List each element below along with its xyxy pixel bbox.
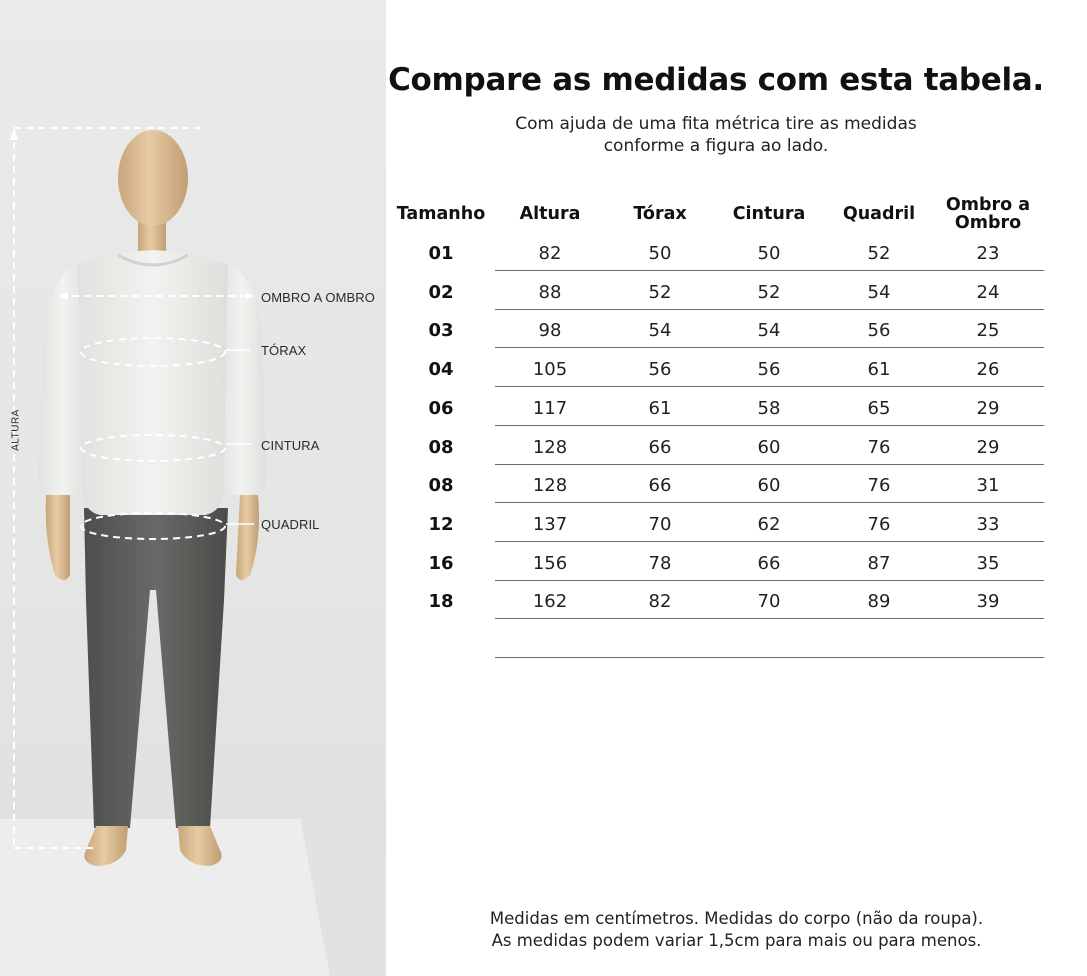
table-cell: 78 — [648, 552, 672, 574]
table-cell: 156 — [532, 552, 568, 574]
table-cell: 60 — [757, 436, 781, 458]
sweater — [78, 250, 228, 515]
header-ombro-a-ombro — [943, 196, 1033, 232]
footer-line: Medidas em centímetros. Medidas do corpo (não da roupa). — [489, 909, 984, 928]
subtitle-line: Com ajuda de uma fita métrica tire as medidas — [515, 114, 917, 134]
table-cell: 56 — [867, 320, 891, 342]
table-cell: 60 — [757, 475, 781, 497]
table-cell: 66 — [757, 552, 781, 574]
table-cell: 88 — [538, 281, 562, 303]
row-divider — [495, 270, 1044, 271]
row-divider — [495, 464, 1044, 465]
table-cell: 98 — [538, 320, 562, 342]
table-cell: 105 — [532, 359, 568, 381]
header-cintura: Cintura — [732, 204, 806, 224]
row-divider — [495, 309, 1044, 310]
size-cell: 12 — [428, 513, 454, 535]
table-cell: 62 — [757, 513, 781, 535]
table-cell: 76 — [867, 513, 891, 535]
pants — [84, 508, 228, 828]
table-cell: 56 — [648, 359, 672, 381]
row-divider — [495, 657, 1044, 658]
table-cell: 70 — [757, 591, 781, 613]
footer-line: As medidas podem variar 1,5cm para mais ou para menos. — [491, 931, 982, 950]
row-divider — [495, 386, 1044, 387]
table-cell: 39 — [976, 591, 1000, 613]
label-cintura: CINTURA — [261, 438, 320, 453]
table-cell: 128 — [532, 475, 568, 497]
row-divider — [495, 347, 1044, 348]
row-divider — [495, 618, 1044, 619]
table-cell: 24 — [976, 281, 1000, 303]
subtitle — [386, 113, 1046, 157]
subtitle-line: conforme a figura ao lado. — [603, 136, 829, 156]
header-quadril: Quadril — [842, 204, 916, 224]
mannequin-illustration — [0, 0, 386, 976]
table-cell: 33 — [976, 513, 1000, 535]
mannequin-figure — [0, 0, 386, 976]
table-cell: 76 — [867, 475, 891, 497]
row-divider — [495, 425, 1044, 426]
table-cell: 54 — [648, 320, 672, 342]
footer-note — [386, 908, 1087, 952]
table-cell: 76 — [867, 436, 891, 458]
header-torax: Tórax — [633, 204, 687, 224]
row-divider — [495, 502, 1044, 503]
label-torax: TÓRAX — [261, 343, 307, 358]
table-cell: 65 — [867, 397, 891, 419]
table-cell: 89 — [867, 591, 891, 613]
header-ombro-line: Ombro — [954, 213, 1022, 233]
size-cell: 02 — [428, 281, 454, 303]
table-cell: 23 — [976, 243, 1000, 264]
table-cell: 70 — [648, 513, 672, 535]
table-cell: 128 — [532, 436, 568, 458]
header-altura: Altura — [519, 204, 581, 224]
header-ombro-line: Ombro a — [945, 195, 1031, 215]
size-cell: 18 — [428, 591, 454, 613]
table-cell: 54 — [757, 320, 781, 342]
page-title: Compare as medidas com esta tabela. — [388, 62, 1044, 98]
size-cell: 03 — [428, 320, 454, 342]
table-cell: 61 — [648, 397, 672, 419]
table-cell: 26 — [976, 359, 1000, 381]
table-cell: 137 — [532, 513, 568, 535]
table-cell: 29 — [976, 397, 1000, 419]
table-cell: 56 — [757, 359, 781, 381]
label-quadril: QUADRIL — [261, 517, 320, 532]
table-cell: 162 — [532, 591, 568, 613]
size-cell: 08 — [428, 436, 454, 458]
label-altura: ALTURA — [10, 409, 22, 451]
header-tamanho: Tamanho — [396, 204, 486, 224]
table-cell: 50 — [648, 243, 672, 264]
size-cell: 04 — [428, 359, 454, 381]
table-cell: 52 — [648, 281, 672, 303]
table-cell: 31 — [976, 475, 1000, 497]
table-cell: 82 — [538, 243, 562, 264]
table-cell: 25 — [976, 320, 1000, 342]
table-cell: 61 — [867, 359, 891, 381]
table-cell: 117 — [532, 397, 568, 419]
table-cell: 52 — [757, 281, 781, 303]
size-cell: 08 — [428, 475, 454, 497]
table-cell: 66 — [648, 436, 672, 458]
table-cell: 50 — [757, 243, 781, 264]
table-cell: 54 — [867, 281, 891, 303]
table-cell: 82 — [648, 591, 672, 613]
label-ombro-a-ombro: OMBRO A OMBRO — [261, 290, 375, 305]
size-cell: 16 — [428, 552, 454, 574]
table-cell: 87 — [867, 552, 891, 574]
size-cell: 06 — [428, 397, 454, 419]
mannequin-head — [118, 130, 188, 260]
table-cell: 29 — [976, 436, 1000, 458]
table-cell: 58 — [757, 397, 781, 419]
table-cell: 66 — [648, 475, 672, 497]
table-cell: 52 — [867, 243, 891, 264]
table-cell: 35 — [976, 552, 1000, 574]
row-divider — [495, 541, 1044, 542]
size-cell: 01 — [428, 243, 454, 264]
row-divider — [495, 580, 1044, 581]
